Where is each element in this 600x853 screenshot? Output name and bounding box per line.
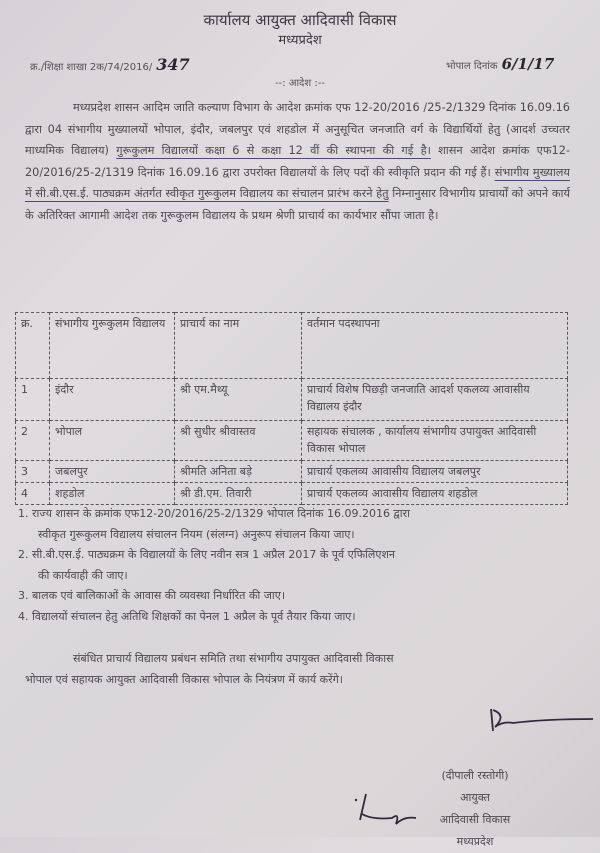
- date-line: [446, 55, 554, 73]
- cell-principal: श्रीमति अनिता बड़े: [175, 461, 302, 483]
- signatory-state: मध्यप्रदेश: [456, 835, 494, 848]
- instruction-line: 2. सी.बी.एस.ई. पाठ्यक्रम के विद्यालयों के लिए नवीन सत्र 1 अप्रैल 2017 के पूर्व एफिलिएशन: [18, 548, 396, 561]
- signatory-designation: आयुक्त: [460, 791, 490, 804]
- instruction-line: 3. बालक एवं बालिकाओं के आवास की व्यवस्था निर्धारित की जाए।: [18, 589, 285, 602]
- cell-principal: श्री एम.मैथ्यू: [175, 379, 302, 421]
- header-serial: क्र.: [16, 313, 50, 379]
- cell-posting: प्राचार्य एकलव्य आवासीय विद्यालय शहडोल: [302, 483, 568, 505]
- header-principal: प्राचार्य का नाम: [175, 313, 302, 379]
- signatory-department: आदिवासी विकास: [439, 813, 511, 826]
- para-text-1: मध्यप्रदेश शासन आदिम जाति कल्याण विभाग के आदेश क्रमांक एफ 12-20/2016 /25-2/1329 दिनांक 16.09.16 द्वारा 04 संभागीय मुख्यालयों भोपाल, इंदौर, जबलपुर एवं शहडोल में अनुसूचित जनजाति वर्ग के विद्यार्थियों हेतु (आदर्श उच्चतर माध्यमिक विद्यालय): [25, 101, 570, 157]
- cell-serial: 4: [16, 483, 50, 505]
- instruction-line: की कार्यवाही की जाए।: [38, 568, 128, 582]
- table-row: [16, 461, 568, 483]
- date-label: भोपाल दिनांक: [446, 61, 498, 72]
- signatory-name: (दीपाली रस्तोगी): [441, 769, 509, 782]
- office-state: मध्यप्रदेश: [278, 33, 322, 48]
- principal-assignment-table: [15, 312, 568, 505]
- closing-line: भोपाल एवं सहायक आयुक्त आदिवासी विकास भोपाल के नियंत्रण में कार्य करेंगे।: [25, 673, 343, 686]
- instruction-item: [18, 504, 578, 545]
- cell-serial: 3: [16, 461, 50, 483]
- cell-posting: प्राचार्य एकलव्य आवासीय विद्यालय जबलपुर: [302, 461, 568, 483]
- para-underlined-1: गुरूकुलम विद्यालयों कक्षा 6 से कक्षा 12 वीं की स्थापना की गई है।: [116, 144, 431, 157]
- cell-principal: श्री डी.एम. तिवारी: [175, 483, 302, 505]
- reference-prefix: क्र./शिक्षा शाखा 2क/74/2016/: [30, 62, 153, 73]
- instruction-item: [18, 586, 578, 607]
- instruction-line: 4. विद्यालयों संचालन हेतु अतिथि शिक्षकों का पेनल 1 अप्रैल के पूर्व तैयार किया जाए।: [18, 609, 356, 623]
- cell-serial: 1: [16, 379, 50, 421]
- cell-school: जबलपुर: [50, 461, 175, 483]
- header-posting: वर्तमान पदस्थापना: [302, 313, 568, 379]
- initials-icon: [352, 790, 422, 830]
- cell-school: शहडोल: [50, 483, 175, 505]
- para-text-2: शासन आदेश क्रमांक एफ12-20/2016/25-2/1319 दिनांक 16.09.16 द्वारा उपरोक्त विद्यालयों के लिए पदों की स्वीकृति प्रदान की गई हैं।: [25, 144, 571, 179]
- signature-block: [410, 765, 540, 853]
- closing-paragraph: [25, 648, 570, 690]
- cell-school: भोपाल: [50, 421, 175, 461]
- para-text-3: निम्नानुसार विभागीय प्राचार्यों को अपने कार्य के अतिरिक्त आगामी आदेश तक गुरूकुलम विद्यालय के प्रथम श्रेणी प्राचार्य का कार्यभार सौंपा जाता है।: [25, 187, 570, 222]
- cell-principal: श्री सुधीर श्रीवास्तव: [175, 421, 302, 461]
- table-row: [16, 483, 568, 505]
- instruction-item: [18, 607, 578, 628]
- cell-posting: सहायक संचालक , कार्यालय संभागीय उपायुक्त आदिवासी विकास भोपाल: [302, 421, 568, 461]
- order-paragraph: [25, 97, 570, 226]
- table-header-row: [16, 313, 568, 379]
- signature-icon: [485, 705, 595, 735]
- instruction-item: [18, 545, 578, 586]
- closing-line: संबंधित प्राचार्य विद्यालय प्रबंधन समिति तथा संभागीय उपायुक्त आदिवासी विकास: [73, 652, 394, 665]
- cell-posting: प्राचार्य विशेष पिछड़ी जनजाति आदर्श एकलव्य आवासीय विद्यालय इंदौर: [302, 379, 568, 421]
- instruction-line: स्वीकृत गुरूकुलम विद्यालय संचालन नियम (संलग्न) अनुरूप संचालन किया जाए।: [38, 527, 355, 541]
- instruction-line: 1. राज्य शासन के क्रमांक एफ12-20/2016/25-2/1329 भोपाल दिनांक 16.09.2016 द्वारा: [18, 507, 410, 520]
- order-title: --: आदेश :--: [275, 78, 325, 89]
- reference-number: 347: [156, 55, 190, 74]
- para-underlined-2: संभागीय मुख्यालय में सी.बी.एस.ई. पाठ्यक्रम अंतर्गत स्वीकृत गुरूकुलम विद्यालय का संचालन प्रारंभ करने हेतु: [25, 165, 570, 200]
- cell-serial: 2: [16, 421, 50, 461]
- date-value: 6/1/17: [501, 55, 555, 73]
- header-school: संभागीय गुरूकुलम विद्यालय: [50, 313, 175, 379]
- office-title: कार्यालय आयुक्त आदिवासी विकास: [203, 11, 397, 29]
- cell-school: इंदौर: [50, 379, 175, 421]
- reference-line: [30, 55, 190, 74]
- instructions-list: [18, 504, 578, 627]
- table-row: [16, 379, 568, 421]
- table-row: [16, 421, 568, 461]
